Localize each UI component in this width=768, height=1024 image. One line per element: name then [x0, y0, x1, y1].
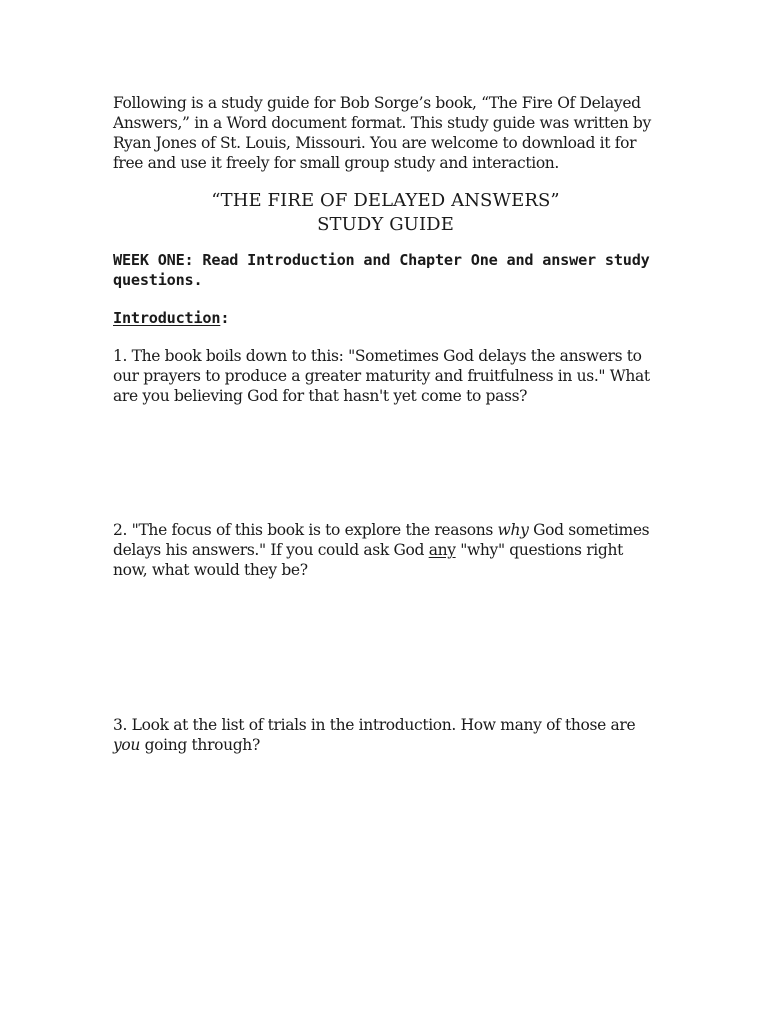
question-2: [113, 520, 658, 580]
question-3-text-a: 3. Look at the list of trials in the introduction. How many of those are: [113, 716, 636, 734]
intro-paragraph: Following is a study guide for Bob Sorge’s book, “The Fire Of Delayed Answers,” in a Word document format. This study guide was written by Ryan Jones of St. Louis, Missouri. You are welcome to download it for free and use it freely for small group study and interaction.: [113, 94, 651, 172]
title-line-2: STUDY GUIDE: [317, 214, 454, 235]
question-1: 1. The book boils down to this: "Sometimes God delays the answers to our prayers to produce a greater maturity and fruitfulness in us." What are you believing God for that hasn't yet come to pass?: [113, 347, 650, 405]
document-page: [113, 93, 658, 755]
question-2-text-b: God sometimes delays his answers." If you could ask God: [113, 521, 650, 559]
section-heading: [113, 308, 658, 328]
question-3-emphasis: you: [113, 736, 141, 754]
question-2-underline: any: [428, 541, 456, 559]
week-heading: WEEK ONE: Read Introduction and Chapter One and answer study questions.: [113, 251, 650, 289]
question-3: [113, 715, 658, 755]
question-2-emphasis: why: [497, 521, 529, 539]
section-heading-label: Introduction: [113, 309, 221, 327]
question-2-text-c: "why" questions right now, what would they be?: [113, 541, 623, 579]
question-3-text-b: going through?: [140, 736, 260, 754]
section-heading-colon: :: [220, 309, 230, 327]
question-2-text-a: 2. "The focus of this book is to explore the reasons: [113, 521, 498, 539]
title-line-1: “THE FIRE OF DELAYED ANSWERS”: [211, 190, 560, 211]
document-title: [113, 189, 658, 237]
